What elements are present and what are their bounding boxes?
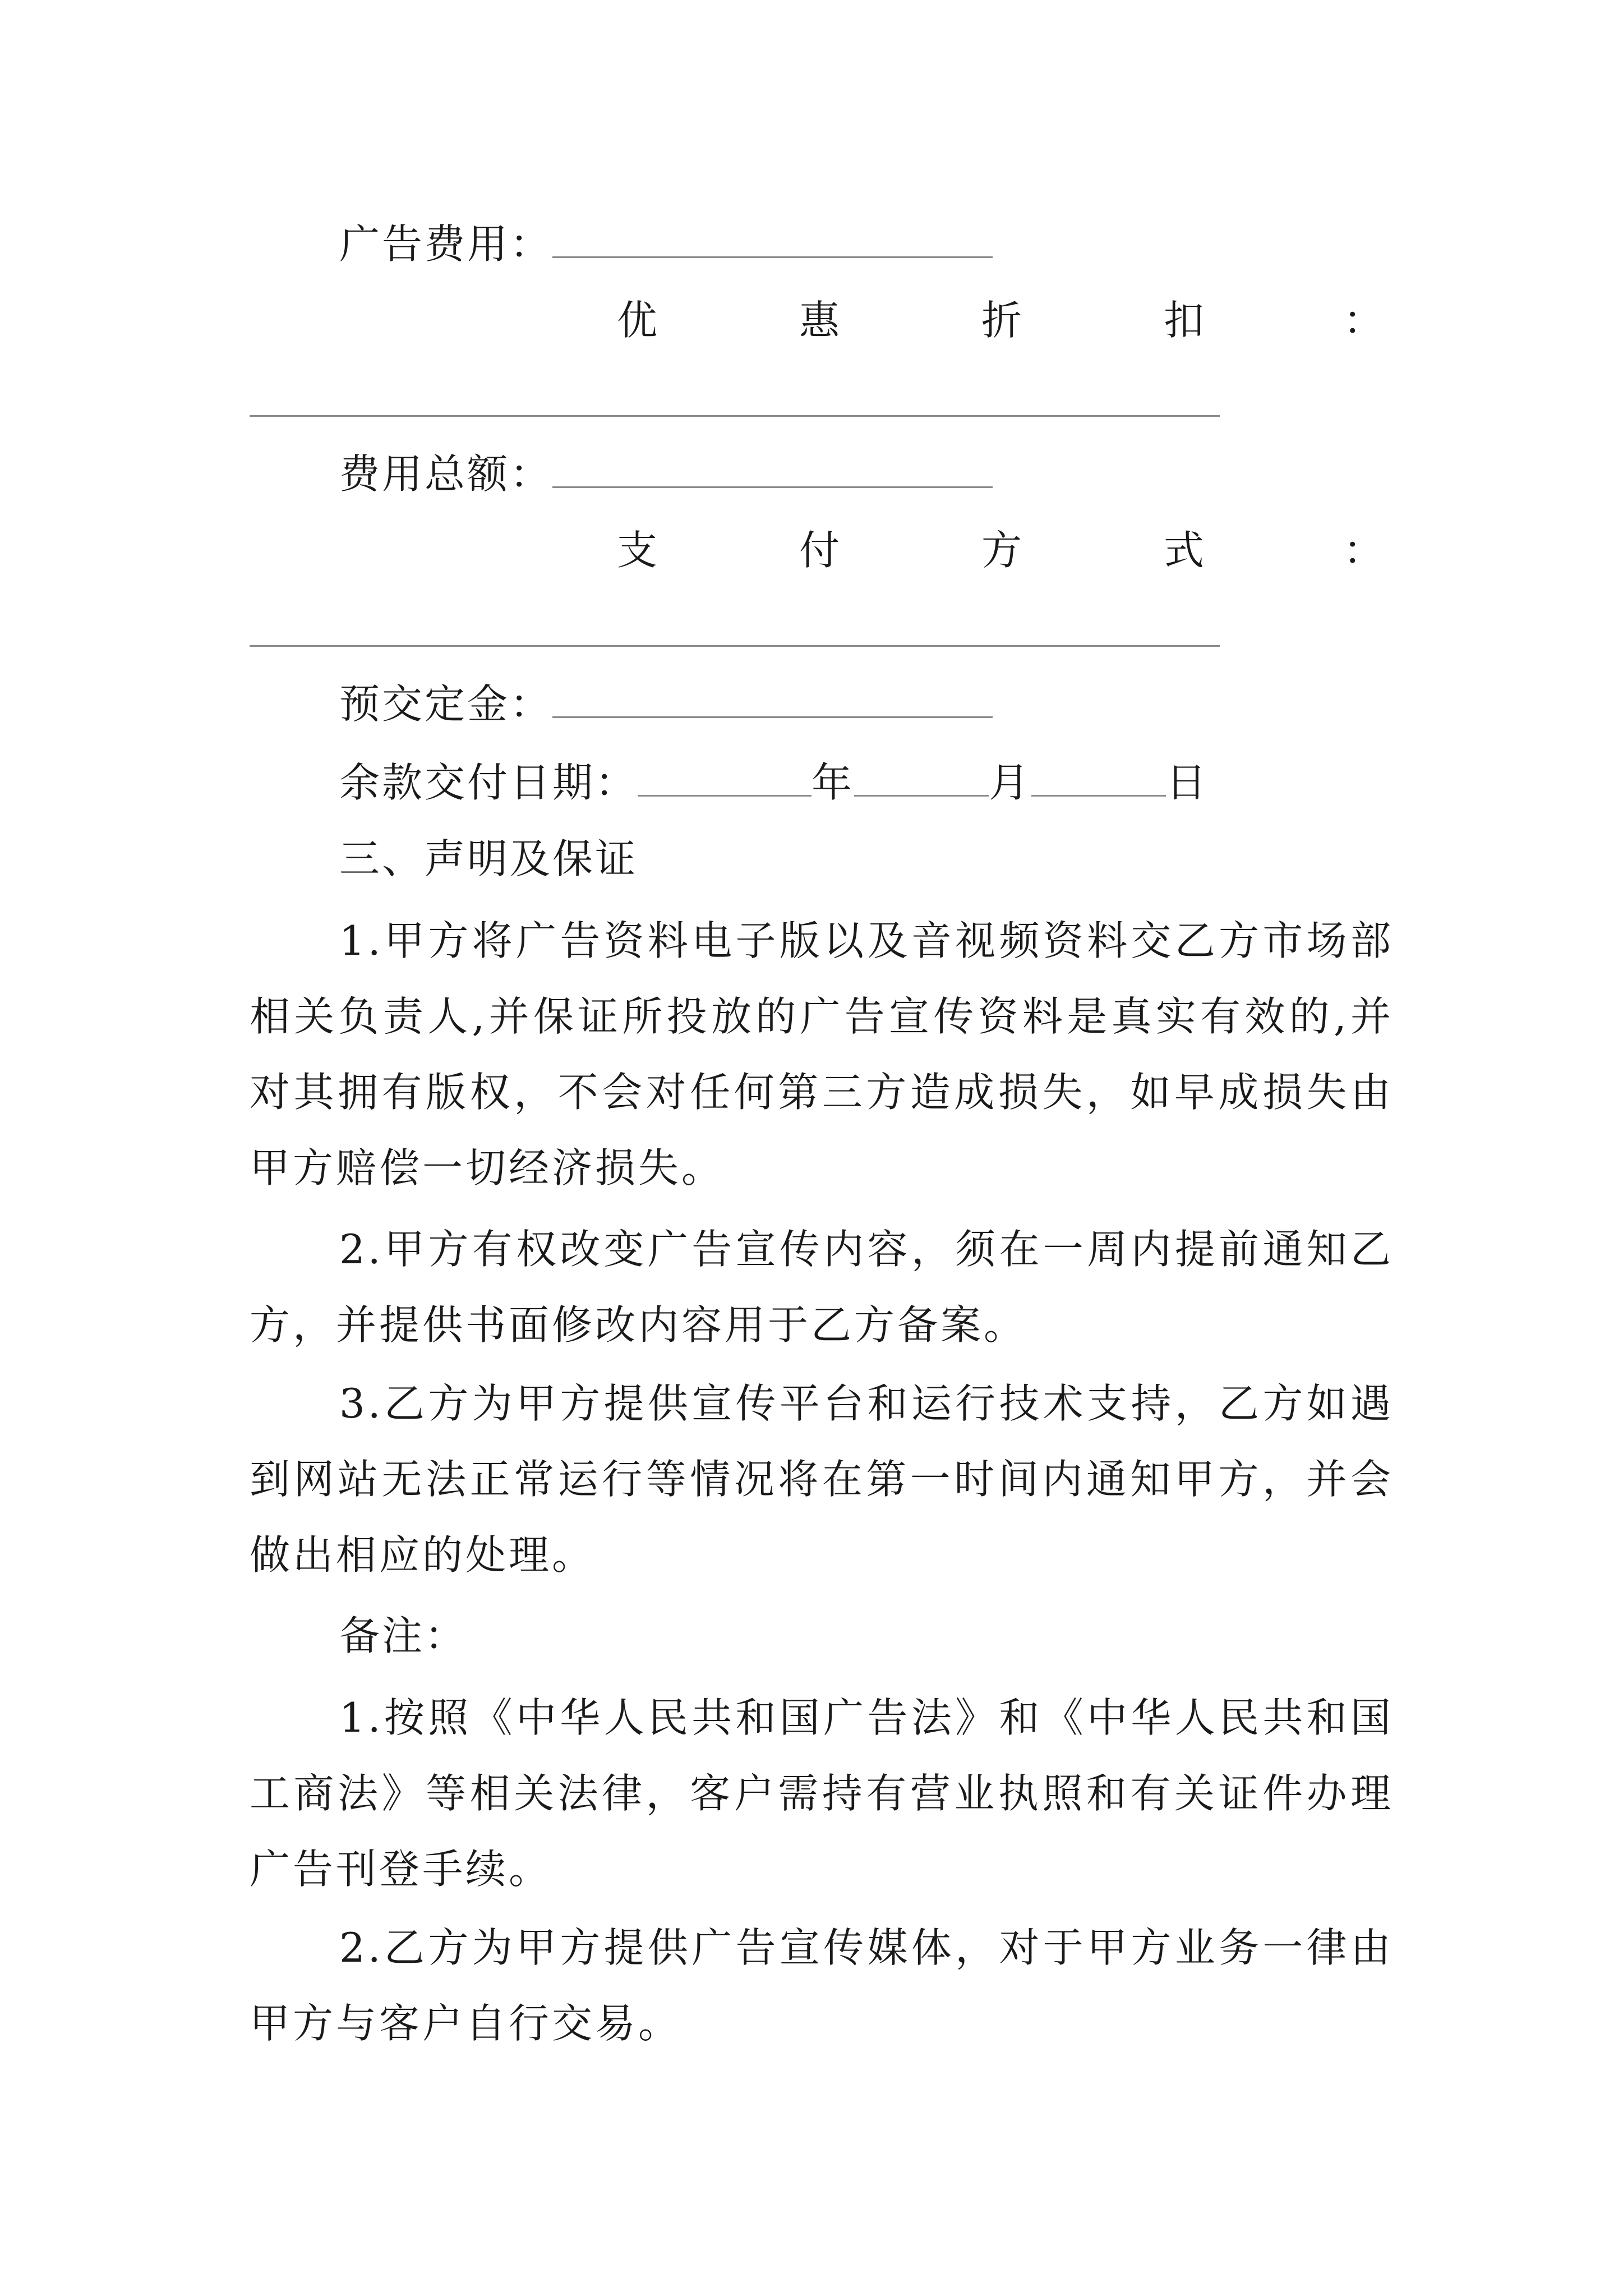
ad-fee-label: 广告费用： — [339, 220, 553, 268]
day-label: 日 — [1166, 759, 1209, 806]
payment-char-3: 方 — [981, 527, 1022, 574]
day-blank — [1031, 760, 1166, 797]
discount-char-2: 惠 — [799, 297, 840, 344]
section3-item-1: 1.甲方将广告资料电子版以及音视频资料交乙方市场部相关负责人,并保证所投放的广告宣传资料是真实有效的,并对其拥有版权，不会对任何第三方造成损失，如早成损失由甲方赔偿一切经济损失。 — [250, 917, 1394, 1191]
total-fee-label: 费用总额： — [339, 450, 553, 498]
month-label: 月 — [989, 759, 1032, 806]
ad-fee-row — [339, 220, 993, 268]
notes-heading: 备注： — [339, 1612, 468, 1659]
ad-fee-blank — [552, 222, 993, 258]
payment-char-1: 支 — [617, 527, 658, 574]
section3-heading: 三、声明及保证 — [339, 835, 638, 882]
discount-char-4: 扣 — [1164, 297, 1205, 344]
year-blank — [638, 760, 811, 797]
section3-item-2: 2.甲方有权改变广告宣传内容，须在一周内提前通知乙方，并提供书面修改内容用于乙方备案。 — [250, 1226, 1394, 1349]
year-label: 年 — [811, 759, 855, 806]
month-blank — [854, 760, 989, 797]
payment-char-2: 付 — [799, 527, 840, 574]
payment-char-4: 式 — [1164, 527, 1205, 574]
section3-item-3: 3.乙方为甲方提供宣传平台和运行技术支持，乙方如遇到网站无法正常运行等情况将在第一时间内通知甲方，并会做出相应的处理。 — [250, 1380, 1394, 1579]
balance-date-label: 余款交付日期： — [339, 759, 638, 806]
discount-char-1: 优 — [617, 297, 658, 344]
discount-colon: ： — [1343, 297, 1384, 344]
discount-blank-line — [250, 415, 1220, 417]
notes-item-2: 2.乙方为甲方提供广告宣传媒体，对于甲方业务一律由甲方与客户自行交易。 — [250, 1924, 1394, 2047]
deposit-row — [339, 680, 993, 728]
payment-blank-line — [250, 645, 1220, 647]
notes-item-1: 1.按照《中华人民共和国广告法》和《中华人民共和国工商法》等相关法律，客户需持有营业执照和有关证件办理广告刊登手续。 — [250, 1694, 1394, 1893]
balance-date-row — [339, 759, 1209, 806]
deposit-blank — [552, 682, 993, 718]
payment-colon: ： — [1343, 527, 1384, 574]
total-fee-row — [339, 450, 993, 498]
deposit-label: 预交定金： — [339, 680, 553, 728]
total-fee-blank — [552, 452, 993, 488]
discount-char-3: 折 — [981, 297, 1022, 344]
